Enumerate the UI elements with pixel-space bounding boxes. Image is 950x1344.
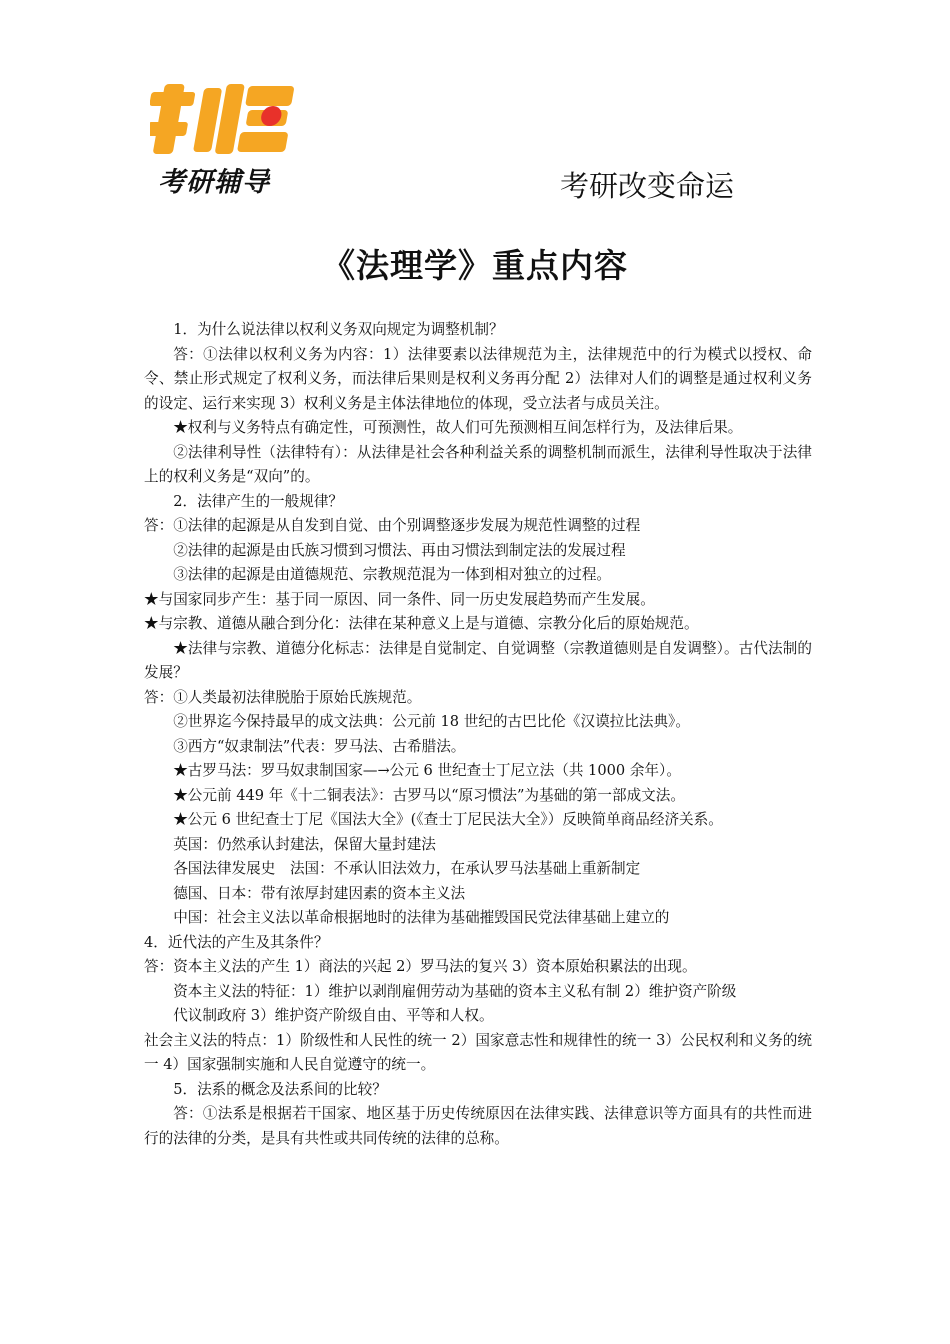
paragraph: ③西方“奴隶制法”代表：罗马法、古希腊法。: [173, 737, 466, 755]
paragraph: ★古罗马法：罗马奴隶制国家—→公元 6 世纪查士丁尼立法（共 1000 余年）。: [173, 762, 681, 779]
paragraph: 各国法律发展史 法国：不承认旧法效力，在承认罗马法基础上重新制定: [173, 860, 641, 877]
logo-mark: [150, 78, 302, 158]
paragraph: 1．为什么说法律以权利义务双向规定为调整机制？: [173, 321, 504, 338]
paragraph: 代议制政府 3）维护资产阶级自由、平等和人权。: [173, 1007, 494, 1024]
paragraph: ★权利与义务特点有确定性，可预测性，故人们可先预测相互间怎样行为，及法律后果。: [173, 419, 743, 436]
slogan: 考研改变命运: [560, 169, 735, 203]
paragraph: ②法律的起源是由氏族习惯到习惯法、再由习惯法到制定法的发展过程: [173, 541, 626, 559]
paragraph: ★公元 6 世纪查士丁尼《国法大全》(《查士丁尼民法大全》）反映简单商品经济关系。: [173, 811, 723, 828]
paragraph: ★公元前 449 年《十二铜表法》：古罗马以“原习惯法”为基础的第一部成文法。: [173, 786, 685, 804]
paragraph: 4．近代法的产生及其条件？: [144, 933, 329, 951]
paragraph: 2．法律产生的一般规律？: [173, 492, 344, 510]
paragraph: 5．法系的概念及法系间的比较？: [173, 1080, 387, 1098]
paragraph: ★与国家同步产生：基于同一原因、同一条件、同一历史发展趋势而产生发展。: [144, 590, 655, 608]
paragraph: ③法律的起源是由道德规范、宗教规范混为一体到相对独立的过程。: [173, 566, 612, 583]
logo: [150, 78, 305, 198]
document-body: [144, 318, 812, 1151]
paragraph: 答：①法律以权利义务为内容：1）法律要素以法律规范为主，法律规范中的行为模式以授权、命令、禁止形式规定了权利义务，而法律后果则是权利义务再分配 2）法律对人们的调整是通过权利义务的设定、运行来实现 3）权利义务是主体法律地位的体现，受立法者与成员关注。: [144, 345, 812, 412]
paragraph: 答：①人类最初法律脱胎于原始氏族规范。: [144, 688, 422, 706]
logo-text: 考研辅导: [158, 167, 270, 198]
paragraph: 答：①法律的起源是从自发到自觉、由个别调整逐步发展为规范性调整的过程: [144, 517, 641, 534]
paragraph: 答：①法系是根据若干国家、地区基于历史传统原因在法律实践、法律意识等方面具有的共性而进行的法律的分类，是具有共性或共同传统的法律的总称。: [144, 1105, 812, 1147]
paragraph: 社会主义法的特点：1）阶级性和人民性的统一 2）国家意志性和规律性的统一 3）公民权利和义务的统一 4）国家强制实施和人民自觉遵守的统一。: [144, 1031, 812, 1073]
paragraph: 资本主义法的特征：1）维护以剥削雇佣劳动为基础的资本主义私有制 2）维护资产阶级: [173, 982, 737, 1000]
paragraph: ★与宗教、道德从融合到分化：法律在某种意义上是与道德、宗教分化后的原始规范。: [144, 615, 699, 632]
paragraph: ②世界迄今保持最早的成文法典：公元前 18 世纪的古巴比伦《汉谟拉比法典》。: [173, 713, 690, 730]
page-title: 《法理学》重点内容: [322, 246, 628, 285]
paragraph: 答：资本主义法的产生 1）商法的兴起 2）罗马法的复兴 3）资本原始积累法的出现。: [144, 958, 697, 975]
paragraph: ★法律与宗教、道德分化标志：法律是自觉制定、自觉调整（宗教道德则是自发调整）。古代法制的发展？: [144, 639, 812, 681]
paragraph: 中国：社会主义法以革命根据地时的法律为基础摧毁国民党法律基础上建立的: [173, 909, 670, 926]
paragraph: 英国：仍然承认封建法，保留大量封建法: [173, 835, 436, 853]
paragraph: 德国、日本：带有浓厚封建因素的资本主义法: [173, 884, 466, 902]
paragraph: ②法律利导性（法律特有）：从法律是社会各种利益关系的调整机制而派生，法律利导性取决于法律上的权利义务是“双向”的。: [144, 443, 812, 485]
